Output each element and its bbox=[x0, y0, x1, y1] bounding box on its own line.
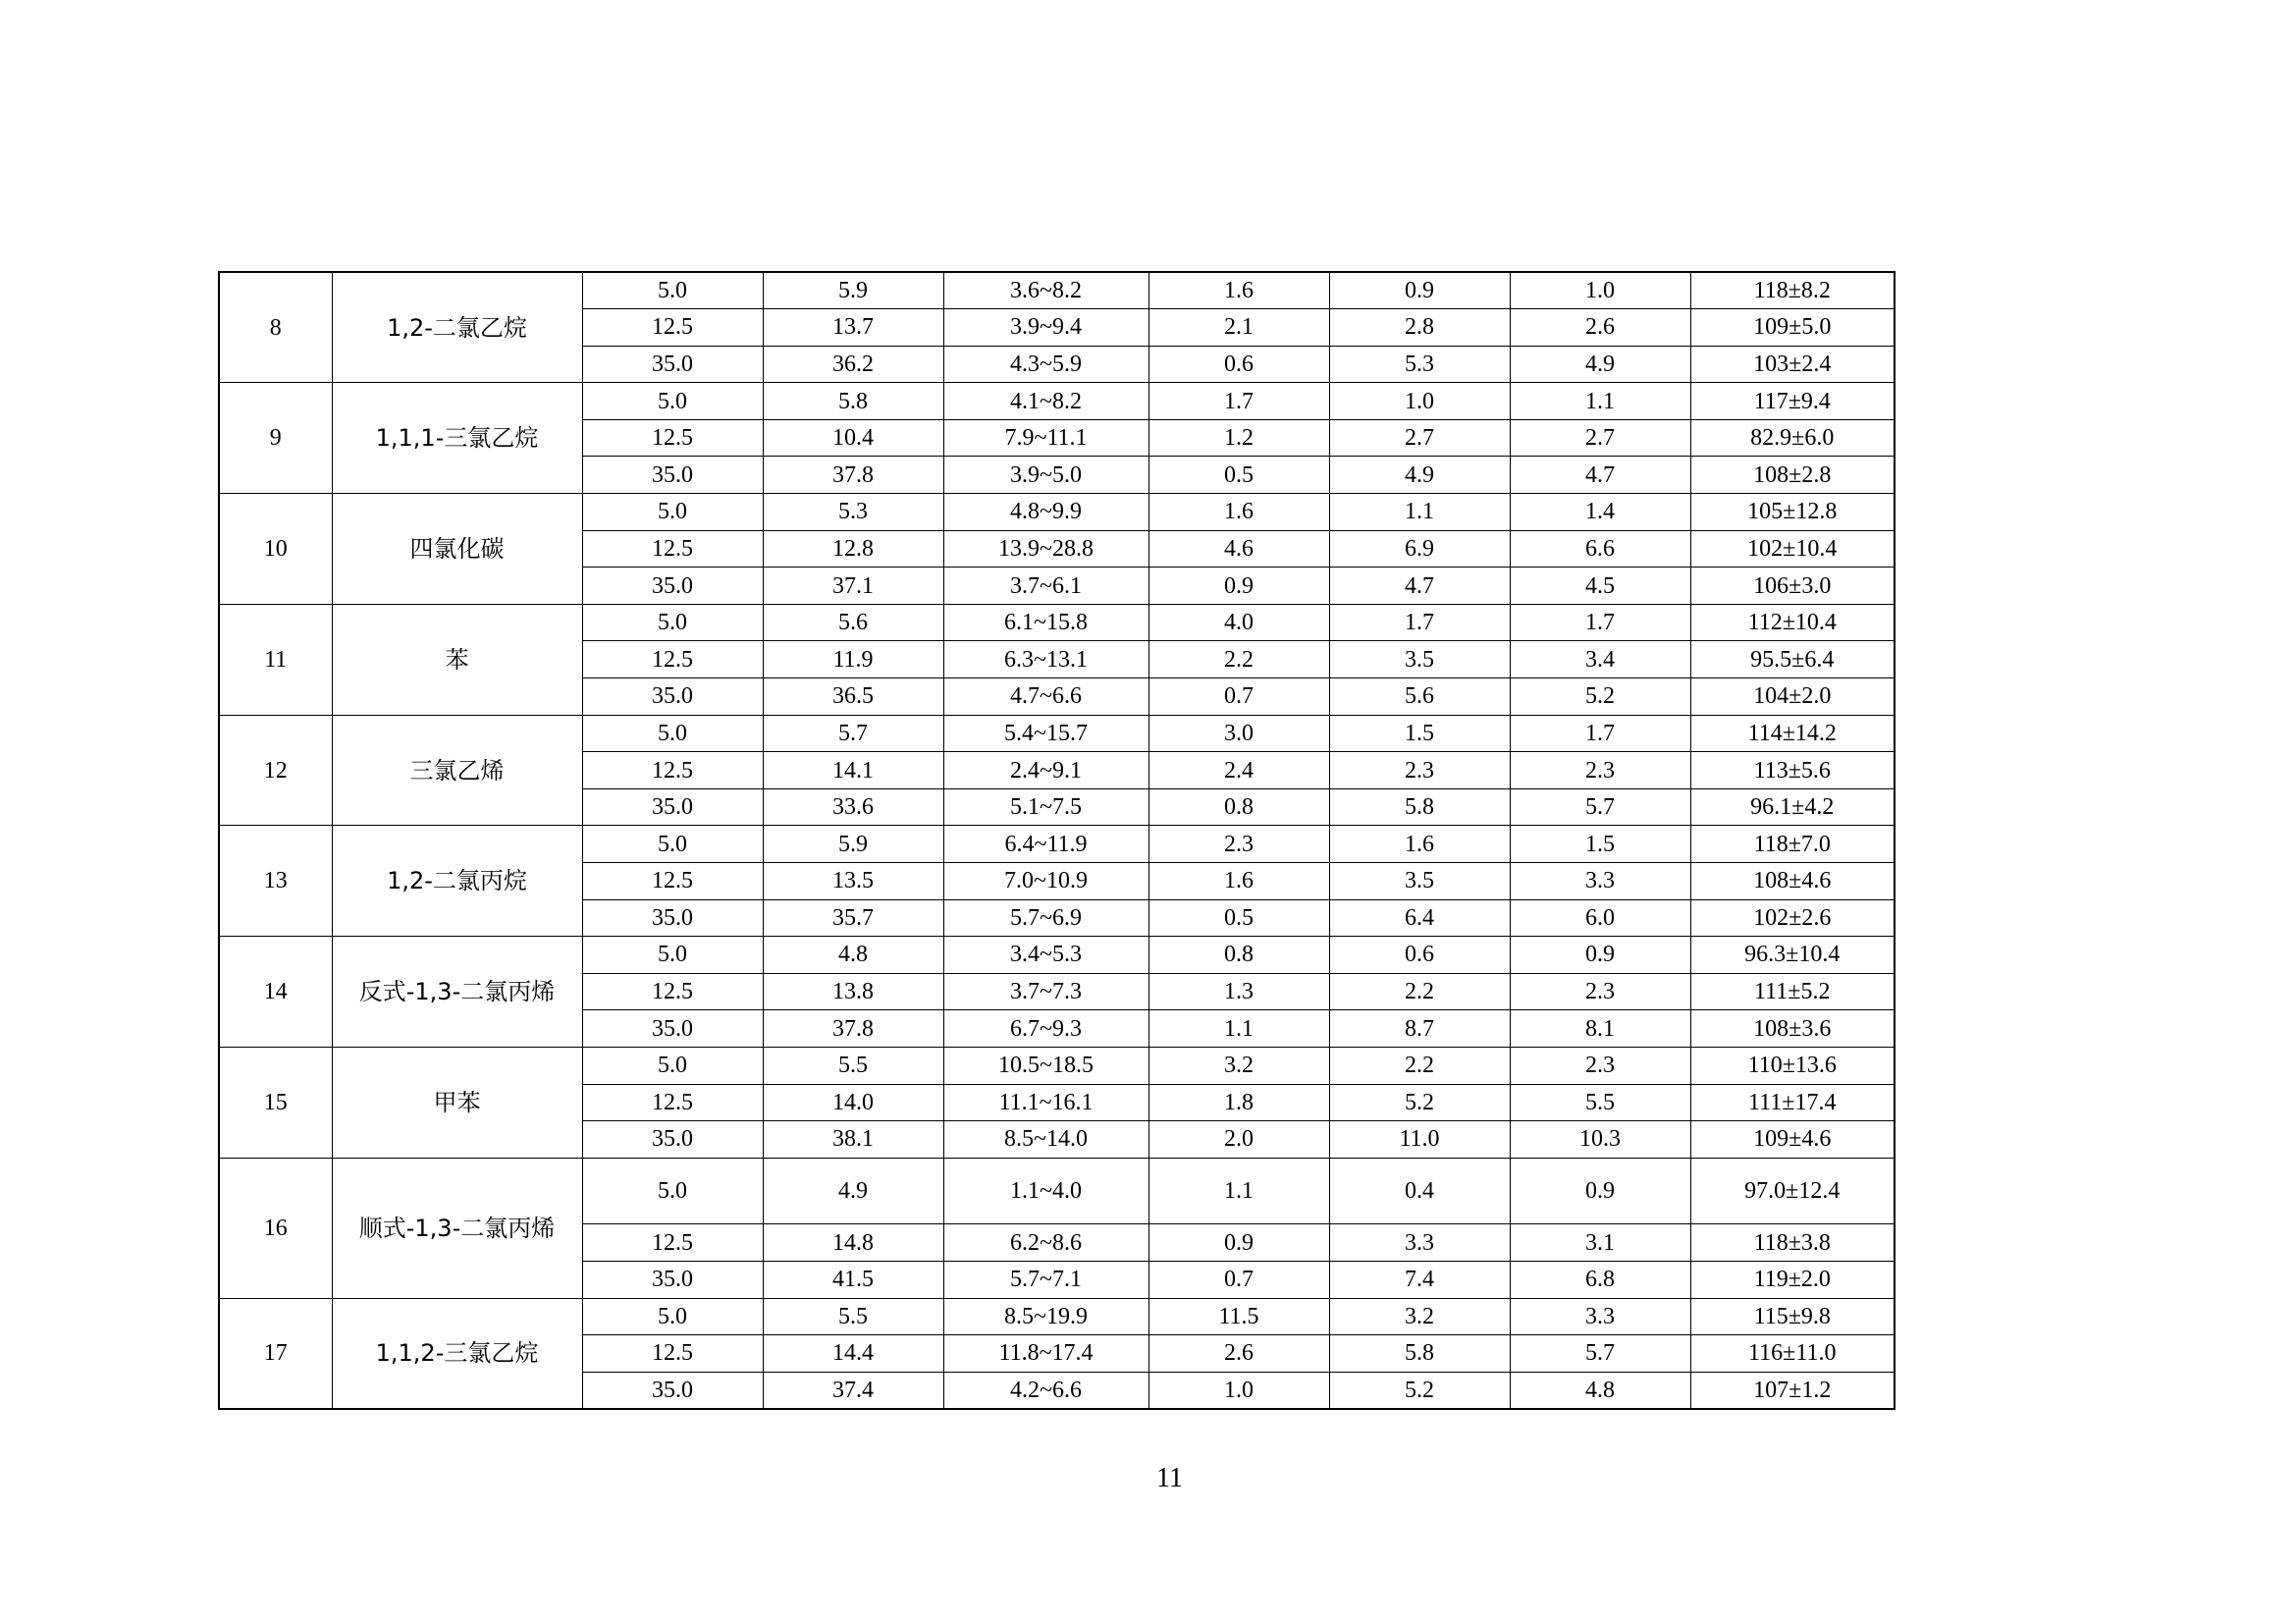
value-cell: 8.1 bbox=[1510, 1010, 1690, 1048]
group-number-cell: 14 bbox=[219, 937, 332, 1048]
value-cell: 0.6 bbox=[1329, 937, 1510, 974]
value-cell: 38.1 bbox=[763, 1121, 943, 1159]
value-cell: 102±10.4 bbox=[1690, 530, 1895, 568]
value-cell: 35.7 bbox=[763, 899, 943, 937]
value-cell: 4.7~6.6 bbox=[943, 678, 1148, 716]
value-cell: 2.7 bbox=[1510, 419, 1690, 457]
value-cell: 113±5.6 bbox=[1690, 752, 1895, 789]
value-cell: 10.5~18.5 bbox=[943, 1047, 1148, 1084]
value-cell: 4.3~5.9 bbox=[943, 346, 1148, 383]
value-cell: 5.0 bbox=[582, 494, 763, 531]
value-cell: 2.8 bbox=[1329, 309, 1510, 347]
value-cell: 12.5 bbox=[582, 863, 763, 900]
value-cell: 3.4~5.3 bbox=[943, 937, 1148, 974]
value-cell: 5.6 bbox=[763, 604, 943, 641]
value-cell: 33.6 bbox=[763, 788, 943, 826]
value-cell: 0.9 bbox=[1148, 1224, 1329, 1262]
compound-name-cell: 苯 bbox=[332, 604, 582, 715]
value-cell: 37.4 bbox=[763, 1372, 943, 1409]
value-cell: 35.0 bbox=[582, 457, 763, 494]
group-number-cell: 11 bbox=[219, 604, 332, 715]
table-row bbox=[219, 1298, 1895, 1335]
value-cell: 14.0 bbox=[763, 1084, 943, 1121]
value-cell: 0.8 bbox=[1148, 937, 1329, 974]
value-cell: 5.1~7.5 bbox=[943, 788, 1148, 826]
value-cell: 108±2.8 bbox=[1690, 457, 1895, 494]
value-cell: 4.5 bbox=[1510, 568, 1690, 605]
value-cell: 13.8 bbox=[763, 973, 943, 1010]
value-cell: 2.2 bbox=[1329, 973, 1510, 1010]
value-cell: 12.5 bbox=[582, 309, 763, 347]
group-number-cell: 12 bbox=[219, 715, 332, 826]
value-cell: 5.0 bbox=[582, 715, 763, 752]
value-cell: 1.7 bbox=[1329, 604, 1510, 641]
value-cell: 35.0 bbox=[582, 788, 763, 826]
value-cell: 3.9~9.4 bbox=[943, 309, 1148, 347]
value-cell: 2.4 bbox=[1148, 752, 1329, 789]
group-number-cell: 9 bbox=[219, 383, 332, 494]
value-cell: 4.1~8.2 bbox=[943, 383, 1148, 420]
value-cell: 4.9 bbox=[1510, 346, 1690, 383]
value-cell: 0.7 bbox=[1148, 678, 1329, 716]
value-cell: 12.8 bbox=[763, 530, 943, 568]
compound-name-cell: 1,1,1-三氯乙烷 bbox=[332, 383, 582, 494]
value-cell: 12.5 bbox=[582, 419, 763, 457]
value-cell: 5.0 bbox=[582, 937, 763, 974]
value-cell: 12.5 bbox=[582, 973, 763, 1010]
value-cell: 116±11.0 bbox=[1690, 1335, 1895, 1373]
value-cell: 1.1 bbox=[1329, 494, 1510, 531]
value-cell: 5.8 bbox=[1329, 1335, 1510, 1373]
table-row bbox=[219, 937, 1895, 974]
compound-name-cell: 1,2-二氯丙烷 bbox=[332, 826, 582, 937]
value-cell: 96.3±10.4 bbox=[1690, 937, 1895, 974]
value-cell: 95.5±6.4 bbox=[1690, 641, 1895, 678]
value-cell: 111±5.2 bbox=[1690, 973, 1895, 1010]
value-cell: 0.7 bbox=[1148, 1261, 1329, 1298]
value-cell: 5.8 bbox=[1329, 788, 1510, 826]
value-cell: 0.9 bbox=[1148, 568, 1329, 605]
value-cell: 5.2 bbox=[1329, 1084, 1510, 1121]
compound-name-cell: 甲苯 bbox=[332, 1047, 582, 1158]
group-number-cell: 16 bbox=[219, 1158, 332, 1298]
table-row bbox=[219, 826, 1895, 863]
value-cell: 0.9 bbox=[1510, 937, 1690, 974]
group-number-cell: 15 bbox=[219, 1047, 332, 1158]
value-cell: 2.3 bbox=[1148, 826, 1329, 863]
value-cell: 82.9±6.0 bbox=[1690, 419, 1895, 457]
value-cell: 4.6 bbox=[1148, 530, 1329, 568]
value-cell: 35.0 bbox=[582, 899, 763, 937]
group-number-cell: 10 bbox=[219, 494, 332, 605]
value-cell: 1.6 bbox=[1148, 272, 1329, 309]
value-cell: 1.0 bbox=[1148, 1372, 1329, 1409]
value-cell: 4.8 bbox=[763, 937, 943, 974]
value-cell: 3.1 bbox=[1510, 1224, 1690, 1262]
value-cell: 3.2 bbox=[1329, 1298, 1510, 1335]
value-cell: 1.1 bbox=[1148, 1010, 1329, 1048]
value-cell: 119±2.0 bbox=[1690, 1261, 1895, 1298]
value-cell: 4.8~9.9 bbox=[943, 494, 1148, 531]
value-cell: 5.9 bbox=[763, 826, 943, 863]
value-cell: 3.7~7.3 bbox=[943, 973, 1148, 1010]
value-cell: 11.9 bbox=[763, 641, 943, 678]
value-cell: 0.5 bbox=[1148, 457, 1329, 494]
value-cell: 0.9 bbox=[1510, 1158, 1690, 1224]
value-cell: 5.3 bbox=[1329, 346, 1510, 383]
value-cell: 6.9 bbox=[1329, 530, 1510, 568]
value-cell: 2.3 bbox=[1510, 1047, 1690, 1084]
value-cell: 110±13.6 bbox=[1690, 1047, 1895, 1084]
value-cell: 0.5 bbox=[1148, 899, 1329, 937]
value-cell: 36.5 bbox=[763, 678, 943, 716]
value-cell: 5.0 bbox=[582, 272, 763, 309]
value-cell: 13.5 bbox=[763, 863, 943, 900]
value-cell: 5.3 bbox=[763, 494, 943, 531]
value-cell: 109±4.6 bbox=[1690, 1121, 1895, 1159]
value-cell: 8.5~19.9 bbox=[943, 1298, 1148, 1335]
value-cell: 12.5 bbox=[582, 641, 763, 678]
value-cell: 5.0 bbox=[582, 1158, 763, 1224]
value-cell: 5.7~7.1 bbox=[943, 1261, 1148, 1298]
value-cell: 1.6 bbox=[1148, 494, 1329, 531]
value-cell: 5.9 bbox=[763, 272, 943, 309]
value-cell: 35.0 bbox=[582, 1010, 763, 1048]
value-cell: 4.8 bbox=[1510, 1372, 1690, 1409]
value-cell: 97.0±12.4 bbox=[1690, 1158, 1895, 1224]
value-cell: 5.5 bbox=[763, 1298, 943, 1335]
value-cell: 37.8 bbox=[763, 1010, 943, 1048]
value-cell: 3.5 bbox=[1329, 863, 1510, 900]
value-cell: 6.6 bbox=[1510, 530, 1690, 568]
value-cell: 1.0 bbox=[1510, 272, 1690, 309]
value-cell: 41.5 bbox=[763, 1261, 943, 1298]
value-cell: 2.0 bbox=[1148, 1121, 1329, 1159]
value-cell: 108±4.6 bbox=[1690, 863, 1895, 900]
value-cell: 35.0 bbox=[582, 1261, 763, 1298]
data-table bbox=[218, 271, 1896, 1410]
value-cell: 4.7 bbox=[1510, 457, 1690, 494]
value-cell: 3.3 bbox=[1510, 863, 1690, 900]
value-cell: 104±2.0 bbox=[1690, 678, 1895, 716]
value-cell: 11.8~17.4 bbox=[943, 1335, 1148, 1373]
value-cell: 3.3 bbox=[1329, 1224, 1510, 1262]
compound-name-cell: 1,2-二氯乙烷 bbox=[332, 272, 582, 383]
value-cell: 4.0 bbox=[1148, 604, 1329, 641]
value-cell: 5.6 bbox=[1329, 678, 1510, 716]
value-cell: 108±3.6 bbox=[1690, 1010, 1895, 1048]
value-cell: 6.4~11.9 bbox=[943, 826, 1148, 863]
value-cell: 0.8 bbox=[1148, 788, 1329, 826]
table-row bbox=[219, 604, 1895, 641]
value-cell: 3.4 bbox=[1510, 641, 1690, 678]
value-cell: 106±3.0 bbox=[1690, 568, 1895, 605]
value-cell: 103±2.4 bbox=[1690, 346, 1895, 383]
value-cell: 14.4 bbox=[763, 1335, 943, 1373]
value-cell: 4.9 bbox=[1329, 457, 1510, 494]
value-cell: 14.8 bbox=[763, 1224, 943, 1262]
value-cell: 35.0 bbox=[582, 568, 763, 605]
value-cell: 35.0 bbox=[582, 346, 763, 383]
value-cell: 13.9~28.8 bbox=[943, 530, 1148, 568]
compound-name-cell: 四氯化碳 bbox=[332, 494, 582, 605]
value-cell: 6.2~8.6 bbox=[943, 1224, 1148, 1262]
page-number: 11 bbox=[1156, 1463, 1183, 1493]
table-row bbox=[219, 1158, 1895, 1224]
value-cell: 102±2.6 bbox=[1690, 899, 1895, 937]
value-cell: 6.3~13.1 bbox=[943, 641, 1148, 678]
value-cell: 3.5 bbox=[1329, 641, 1510, 678]
value-cell: 6.0 bbox=[1510, 899, 1690, 937]
value-cell: 6.7~9.3 bbox=[943, 1010, 1148, 1048]
value-cell: 3.3 bbox=[1510, 1298, 1690, 1335]
value-cell: 1.6 bbox=[1148, 863, 1329, 900]
value-cell: 0.9 bbox=[1329, 272, 1510, 309]
value-cell: 2.6 bbox=[1510, 309, 1690, 347]
value-cell: 35.0 bbox=[582, 1372, 763, 1409]
value-cell: 1.2 bbox=[1148, 419, 1329, 457]
value-cell: 111±17.4 bbox=[1690, 1084, 1895, 1121]
value-cell: 5.0 bbox=[582, 1047, 763, 1084]
value-cell: 5.7 bbox=[1510, 788, 1690, 826]
value-cell: 11.1~16.1 bbox=[943, 1084, 1148, 1121]
value-cell: 2.2 bbox=[1148, 641, 1329, 678]
value-cell: 35.0 bbox=[582, 678, 763, 716]
value-cell: 117±9.4 bbox=[1690, 383, 1895, 420]
value-cell: 7.4 bbox=[1329, 1261, 1510, 1298]
group-number-cell: 8 bbox=[219, 272, 332, 383]
value-cell: 5.2 bbox=[1510, 678, 1690, 716]
value-cell: 2.3 bbox=[1329, 752, 1510, 789]
value-cell: 4.9 bbox=[763, 1158, 943, 1224]
compound-name-cell: 顺式-1,3-二氯丙烯 bbox=[332, 1158, 582, 1298]
value-cell: 12.5 bbox=[582, 1224, 763, 1262]
value-cell: 2.2 bbox=[1329, 1047, 1510, 1084]
value-cell: 13.7 bbox=[763, 309, 943, 347]
value-cell: 1.1 bbox=[1148, 1158, 1329, 1224]
value-cell: 107±1.2 bbox=[1690, 1372, 1895, 1409]
value-cell: 3.7~6.1 bbox=[943, 568, 1148, 605]
value-cell: 5.0 bbox=[582, 604, 763, 641]
value-cell: 5.0 bbox=[582, 383, 763, 420]
value-cell: 5.8 bbox=[763, 383, 943, 420]
table-row bbox=[219, 1047, 1895, 1084]
value-cell: 118±7.0 bbox=[1690, 826, 1895, 863]
value-cell: 5.2 bbox=[1329, 1372, 1510, 1409]
value-cell: 37.8 bbox=[763, 457, 943, 494]
value-cell: 114±14.2 bbox=[1690, 715, 1895, 752]
value-cell: 1.4 bbox=[1510, 494, 1690, 531]
value-cell: 118±8.2 bbox=[1690, 272, 1895, 309]
value-cell: 1.3 bbox=[1148, 973, 1329, 1010]
value-cell: 3.0 bbox=[1148, 715, 1329, 752]
table-row bbox=[219, 494, 1895, 531]
table-row bbox=[219, 715, 1895, 752]
value-cell: 5.7 bbox=[1510, 1335, 1690, 1373]
value-cell: 8.7 bbox=[1329, 1010, 1510, 1048]
value-cell: 4.7 bbox=[1329, 568, 1510, 605]
value-cell: 11.5 bbox=[1148, 1298, 1329, 1335]
value-cell: 1.1~4.0 bbox=[943, 1158, 1148, 1224]
value-cell: 1.7 bbox=[1510, 604, 1690, 641]
value-cell: 12.5 bbox=[582, 530, 763, 568]
value-cell: 3.2 bbox=[1148, 1047, 1329, 1084]
value-cell: 36.2 bbox=[763, 346, 943, 383]
value-cell: 12.5 bbox=[582, 1084, 763, 1121]
value-cell: 4.2~6.6 bbox=[943, 1372, 1148, 1409]
value-cell: 1.5 bbox=[1510, 826, 1690, 863]
value-cell: 5.7~6.9 bbox=[943, 899, 1148, 937]
value-cell: 2.1 bbox=[1148, 309, 1329, 347]
value-cell: 118±3.8 bbox=[1690, 1224, 1895, 1262]
value-cell: 112±10.4 bbox=[1690, 604, 1895, 641]
compound-name-cell: 反式-1,3-二氯丙烯 bbox=[332, 937, 582, 1048]
value-cell: 35.0 bbox=[582, 1121, 763, 1159]
value-cell: 2.3 bbox=[1510, 973, 1690, 1010]
value-cell: 1.6 bbox=[1329, 826, 1510, 863]
value-cell: 5.5 bbox=[1510, 1084, 1690, 1121]
value-cell: 5.7 bbox=[763, 715, 943, 752]
value-cell: 2.7 bbox=[1329, 419, 1510, 457]
value-cell: 7.0~10.9 bbox=[943, 863, 1148, 900]
value-cell: 7.9~11.1 bbox=[943, 419, 1148, 457]
value-cell: 6.1~15.8 bbox=[943, 604, 1148, 641]
value-cell: 12.5 bbox=[582, 752, 763, 789]
value-cell: 11.0 bbox=[1329, 1121, 1510, 1159]
value-cell: 2.6 bbox=[1148, 1335, 1329, 1373]
value-cell: 1.1 bbox=[1510, 383, 1690, 420]
value-cell: 96.1±4.2 bbox=[1690, 788, 1895, 826]
table-row bbox=[219, 272, 1895, 309]
value-cell: 3.9~5.0 bbox=[943, 457, 1148, 494]
value-cell: 105±12.8 bbox=[1690, 494, 1895, 531]
value-cell: 115±9.8 bbox=[1690, 1298, 1895, 1335]
value-cell: 10.3 bbox=[1510, 1121, 1690, 1159]
table-row bbox=[219, 383, 1895, 420]
value-cell: 12.5 bbox=[582, 1335, 763, 1373]
value-cell: 109±5.0 bbox=[1690, 309, 1895, 347]
value-cell: 6.4 bbox=[1329, 899, 1510, 937]
value-cell: 2.4~9.1 bbox=[943, 752, 1148, 789]
value-cell: 3.6~8.2 bbox=[943, 272, 1148, 309]
value-cell: 10.4 bbox=[763, 419, 943, 457]
value-cell: 5.5 bbox=[763, 1047, 943, 1084]
value-cell: 5.0 bbox=[582, 1298, 763, 1335]
value-cell: 0.6 bbox=[1148, 346, 1329, 383]
value-cell: 1.7 bbox=[1510, 715, 1690, 752]
value-cell: 1.7 bbox=[1148, 383, 1329, 420]
value-cell: 1.5 bbox=[1329, 715, 1510, 752]
value-cell: 6.8 bbox=[1510, 1261, 1690, 1298]
value-cell: 0.4 bbox=[1329, 1158, 1510, 1224]
compound-name-cell: 三氯乙烯 bbox=[332, 715, 582, 826]
value-cell: 14.1 bbox=[763, 752, 943, 789]
value-cell: 8.5~14.0 bbox=[943, 1121, 1148, 1159]
value-cell: 5.0 bbox=[582, 826, 763, 863]
group-number-cell: 17 bbox=[219, 1298, 332, 1409]
value-cell: 5.4~15.7 bbox=[943, 715, 1148, 752]
compound-name-cell: 1,1,2-三氯乙烷 bbox=[332, 1298, 582, 1409]
value-cell: 1.8 bbox=[1148, 1084, 1329, 1121]
value-cell: 37.1 bbox=[763, 568, 943, 605]
value-cell: 1.0 bbox=[1329, 383, 1510, 420]
group-number-cell: 13 bbox=[219, 826, 332, 937]
value-cell: 2.3 bbox=[1510, 752, 1690, 789]
